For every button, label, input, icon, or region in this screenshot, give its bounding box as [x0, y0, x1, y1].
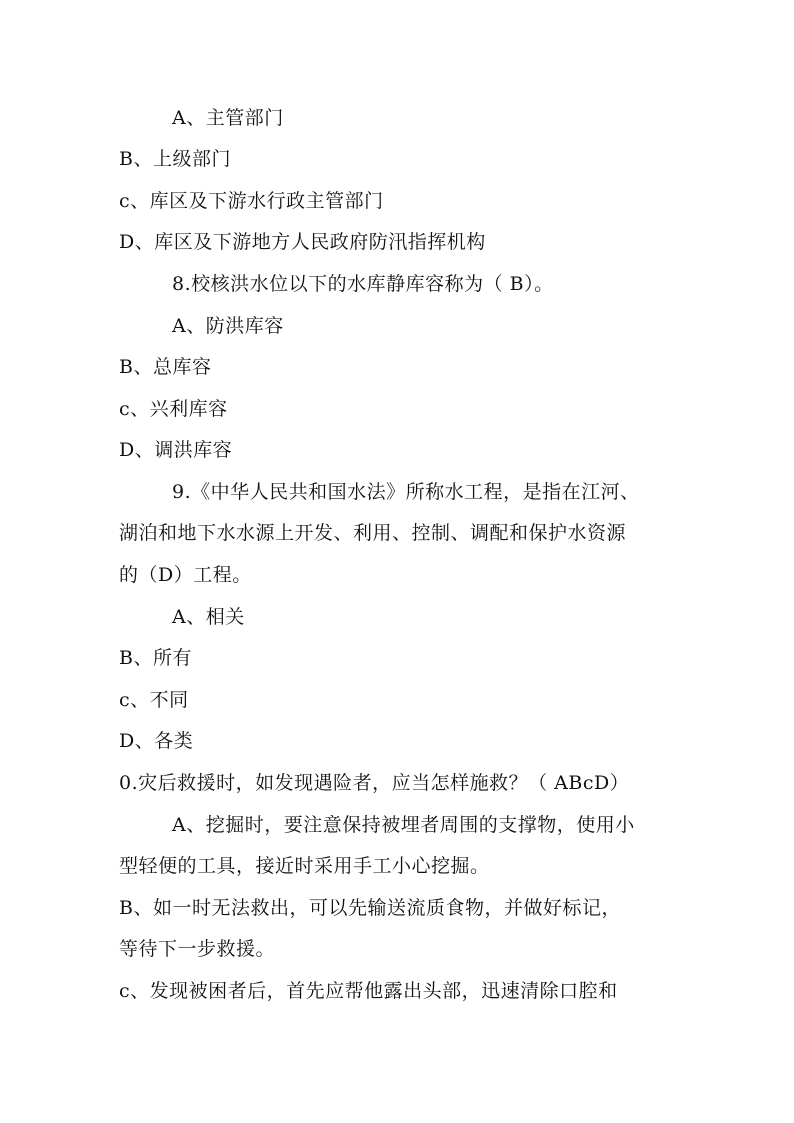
- question-8: 8.校核洪水位以下的水库静库容称为（ B）。: [172, 273, 554, 295]
- q8-option-d: D、调洪库容: [119, 439, 233, 461]
- q9-option-a: A、相关: [172, 606, 245, 628]
- question-9-line-1: 9.《中华人民共和国水法》所称水工程，是指在江河、: [172, 481, 640, 503]
- question-10: 0.灾后救援时，如发现遇险者，应当怎样施救？（ ABcD）: [119, 772, 630, 794]
- q7-option-c: c、库区及下游水行政主管部门: [119, 190, 384, 212]
- q10-option-b-line-2: 等待下一步救援。: [119, 938, 276, 960]
- q9-option-b: B、所有: [119, 647, 192, 669]
- q9-option-c: c、不同: [119, 689, 189, 711]
- q10-option-b-line-1: B、如一时无法救出，可以先输送流质食物，并做好标记，: [119, 897, 621, 919]
- question-9-line-3: 的（D）工程。: [119, 564, 252, 586]
- q8-option-c: c、兴利库容: [119, 398, 228, 420]
- question-9-line-2: 湖泊和地下水水源上开发、利用、控制、调配和保护水资源: [119, 522, 627, 544]
- q7-option-a: A、主管部门: [172, 107, 284, 129]
- q10-option-a-line-2: 型轻便的工具，接近时采用手工小心挖掘。: [119, 855, 490, 877]
- q9-option-d: D、各类: [119, 730, 194, 752]
- q8-option-b: B、总库容: [119, 356, 212, 378]
- q7-option-d: D、库区及下游地方人民政府防汛指挥机构: [119, 231, 486, 253]
- q10-option-c-line-1: c、发现被困者后，首先应帮他露出头部，迅速清除口腔和: [119, 980, 618, 1002]
- q10-option-a-line-1: A、挖掘时，要注意保持被埋者周围的支撑物，使用小: [172, 814, 635, 836]
- q7-option-b: B、上级部门: [119, 148, 231, 170]
- q8-option-a: A、防洪库容: [172, 315, 284, 337]
